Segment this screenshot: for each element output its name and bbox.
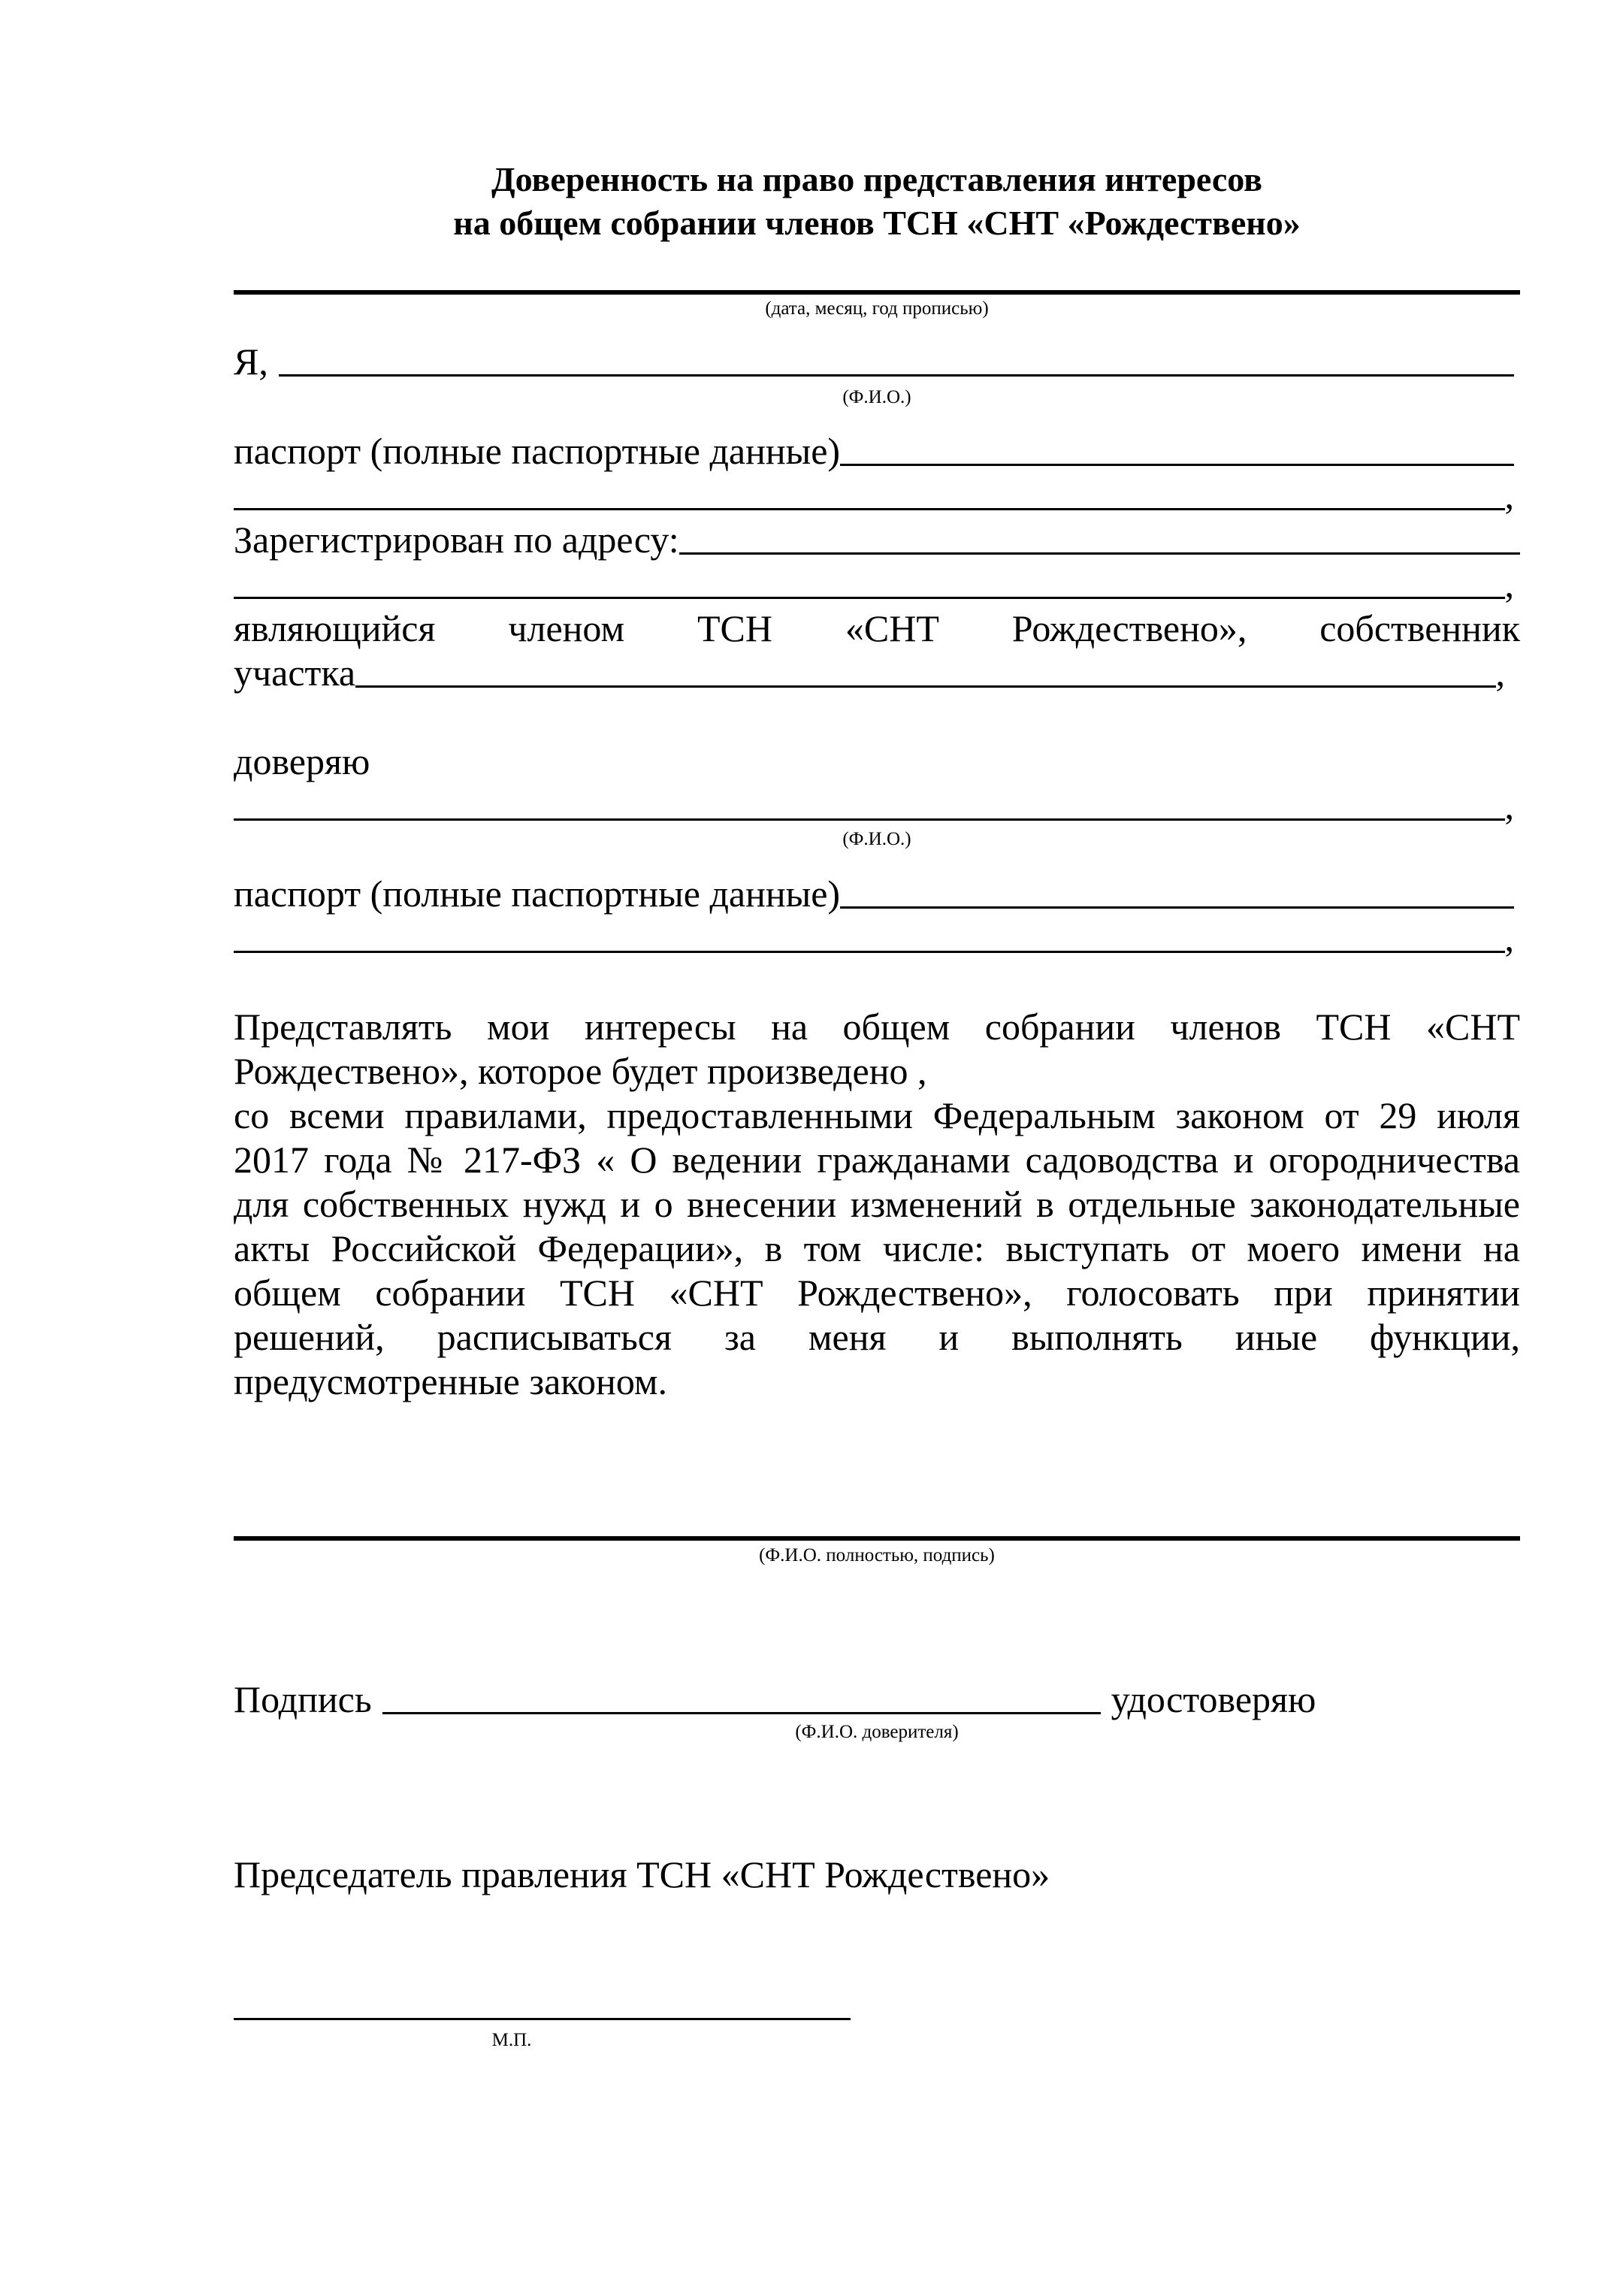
chairman-signature-line[interactable] — [234, 2018, 851, 2020]
stamp-caption: М.П. — [491, 2030, 532, 2050]
paragraph-line: предусмотренные законом. — [234, 1360, 668, 1402]
trustee-name-row — [234, 784, 1514, 828]
authority-paragraph — [234, 1005, 1520, 1404]
comma: , — [1504, 474, 1514, 516]
document-title-line2: на общем собрании членов ТСН «СНТ «Рождествено» — [453, 204, 1301, 242]
comma: , — [1504, 917, 1514, 959]
paragraph-line: решений, расписываться за меня и выполнять иные функции, — [234, 1316, 1520, 1358]
trustee-passport-row2 — [234, 916, 1514, 960]
membership-word: «СНТ — [845, 607, 939, 649]
principal-passport-row — [234, 429, 1514, 473]
principal-name-row — [234, 340, 1514, 384]
certify-caption: (Ф.И.О. доверителя) — [795, 1722, 959, 1742]
date-field-line[interactable] — [234, 290, 1520, 295]
principal-passport-field[interactable] — [840, 464, 1514, 466]
membership-word: ТСН — [697, 607, 772, 649]
principal-name-field[interactable] — [279, 374, 1514, 377]
plot-field[interactable] — [355, 685, 1495, 688]
trustee-name-caption: (Ф.И.О.) — [842, 829, 911, 849]
comma: , — [1504, 785, 1514, 827]
paragraph-line: общем собрании ТСН «СНТ Рождествено», голосовать при принятии — [234, 1272, 1520, 1314]
membership-word: Рождествено», — [1011, 607, 1247, 649]
comma: , — [917, 1050, 927, 1092]
certify-row — [234, 1677, 1316, 1722]
full-name-signature-caption: (Ф.И.О. полностью, подпись) — [759, 1545, 995, 1565]
principal-address-row — [234, 518, 1520, 562]
certify-prefix: Подпись — [234, 1678, 372, 1720]
certify-suffix: удостоверяю — [1111, 1678, 1316, 1720]
membership-word: собственник — [1319, 607, 1520, 649]
trust-label: доверяю — [234, 740, 370, 782]
date-caption: (дата, месяц, год прописью) — [765, 298, 989, 319]
principal-passport-row2 — [234, 473, 1514, 518]
trustee-passport-field[interactable] — [840, 906, 1514, 909]
paragraph-line: со всеми правилами, предоставленными Федеральным законом от 29 июля — [234, 1094, 1520, 1136]
comma: , — [1495, 652, 1505, 694]
document-title-line1: Доверенность на право представления интересов — [491, 160, 1262, 198]
trustee-name-field[interactable] — [234, 818, 1505, 821]
chairman-label: Председатель правления ТСН «СНТ Рождествено» — [234, 1853, 1050, 1895]
paragraph-line-meeting-date — [234, 1049, 1520, 1094]
paragraph-line: 2017 года № 217-ФЗ « О ведении гражданами садоводства и огородничества — [234, 1139, 1520, 1181]
paragraph-line: Представлять мои интересы на общем собрании членов ТСН «СНТ — [234, 1006, 1520, 1048]
paragraph-line: для собственных нужд и о внесении изменений в отдельные законодательные — [234, 1183, 1520, 1225]
principal-prefix: Я, — [234, 340, 268, 383]
plot-label: участка — [234, 652, 356, 694]
trustee-passport-field-2[interactable] — [234, 951, 1505, 953]
membership-word: членом — [508, 607, 625, 649]
comma: , — [1504, 563, 1514, 605]
principal-address-field[interactable] — [679, 552, 1520, 555]
trustee-passport-label: паспорт (полные паспортные данные) — [234, 873, 841, 915]
principal-address-row2 — [234, 562, 1514, 607]
paragraph-line: акты Российской Федерации», в том числе: выступать от моего имени на — [234, 1227, 1520, 1269]
principal-passport-label: паспорт (полные паспортные данные) — [234, 430, 841, 472]
membership-line — [234, 607, 1520, 651]
full-name-signature-line[interactable] — [234, 1536, 1520, 1541]
principal-address-label: Зарегистрирован по адресу: — [234, 519, 679, 561]
membership-word: являющийся — [234, 607, 436, 649]
principal-address-field-2[interactable] — [234, 597, 1505, 599]
plot-row — [234, 651, 1505, 695]
principal-name-caption: (Ф.И.О.) — [842, 387, 911, 407]
trustee-passport-row — [234, 872, 1514, 916]
meeting-date-label: Рождествено», которое будет произведено — [234, 1050, 908, 1092]
principal-passport-field-2[interactable] — [234, 508, 1505, 510]
certify-field[interactable] — [382, 1712, 1101, 1714]
